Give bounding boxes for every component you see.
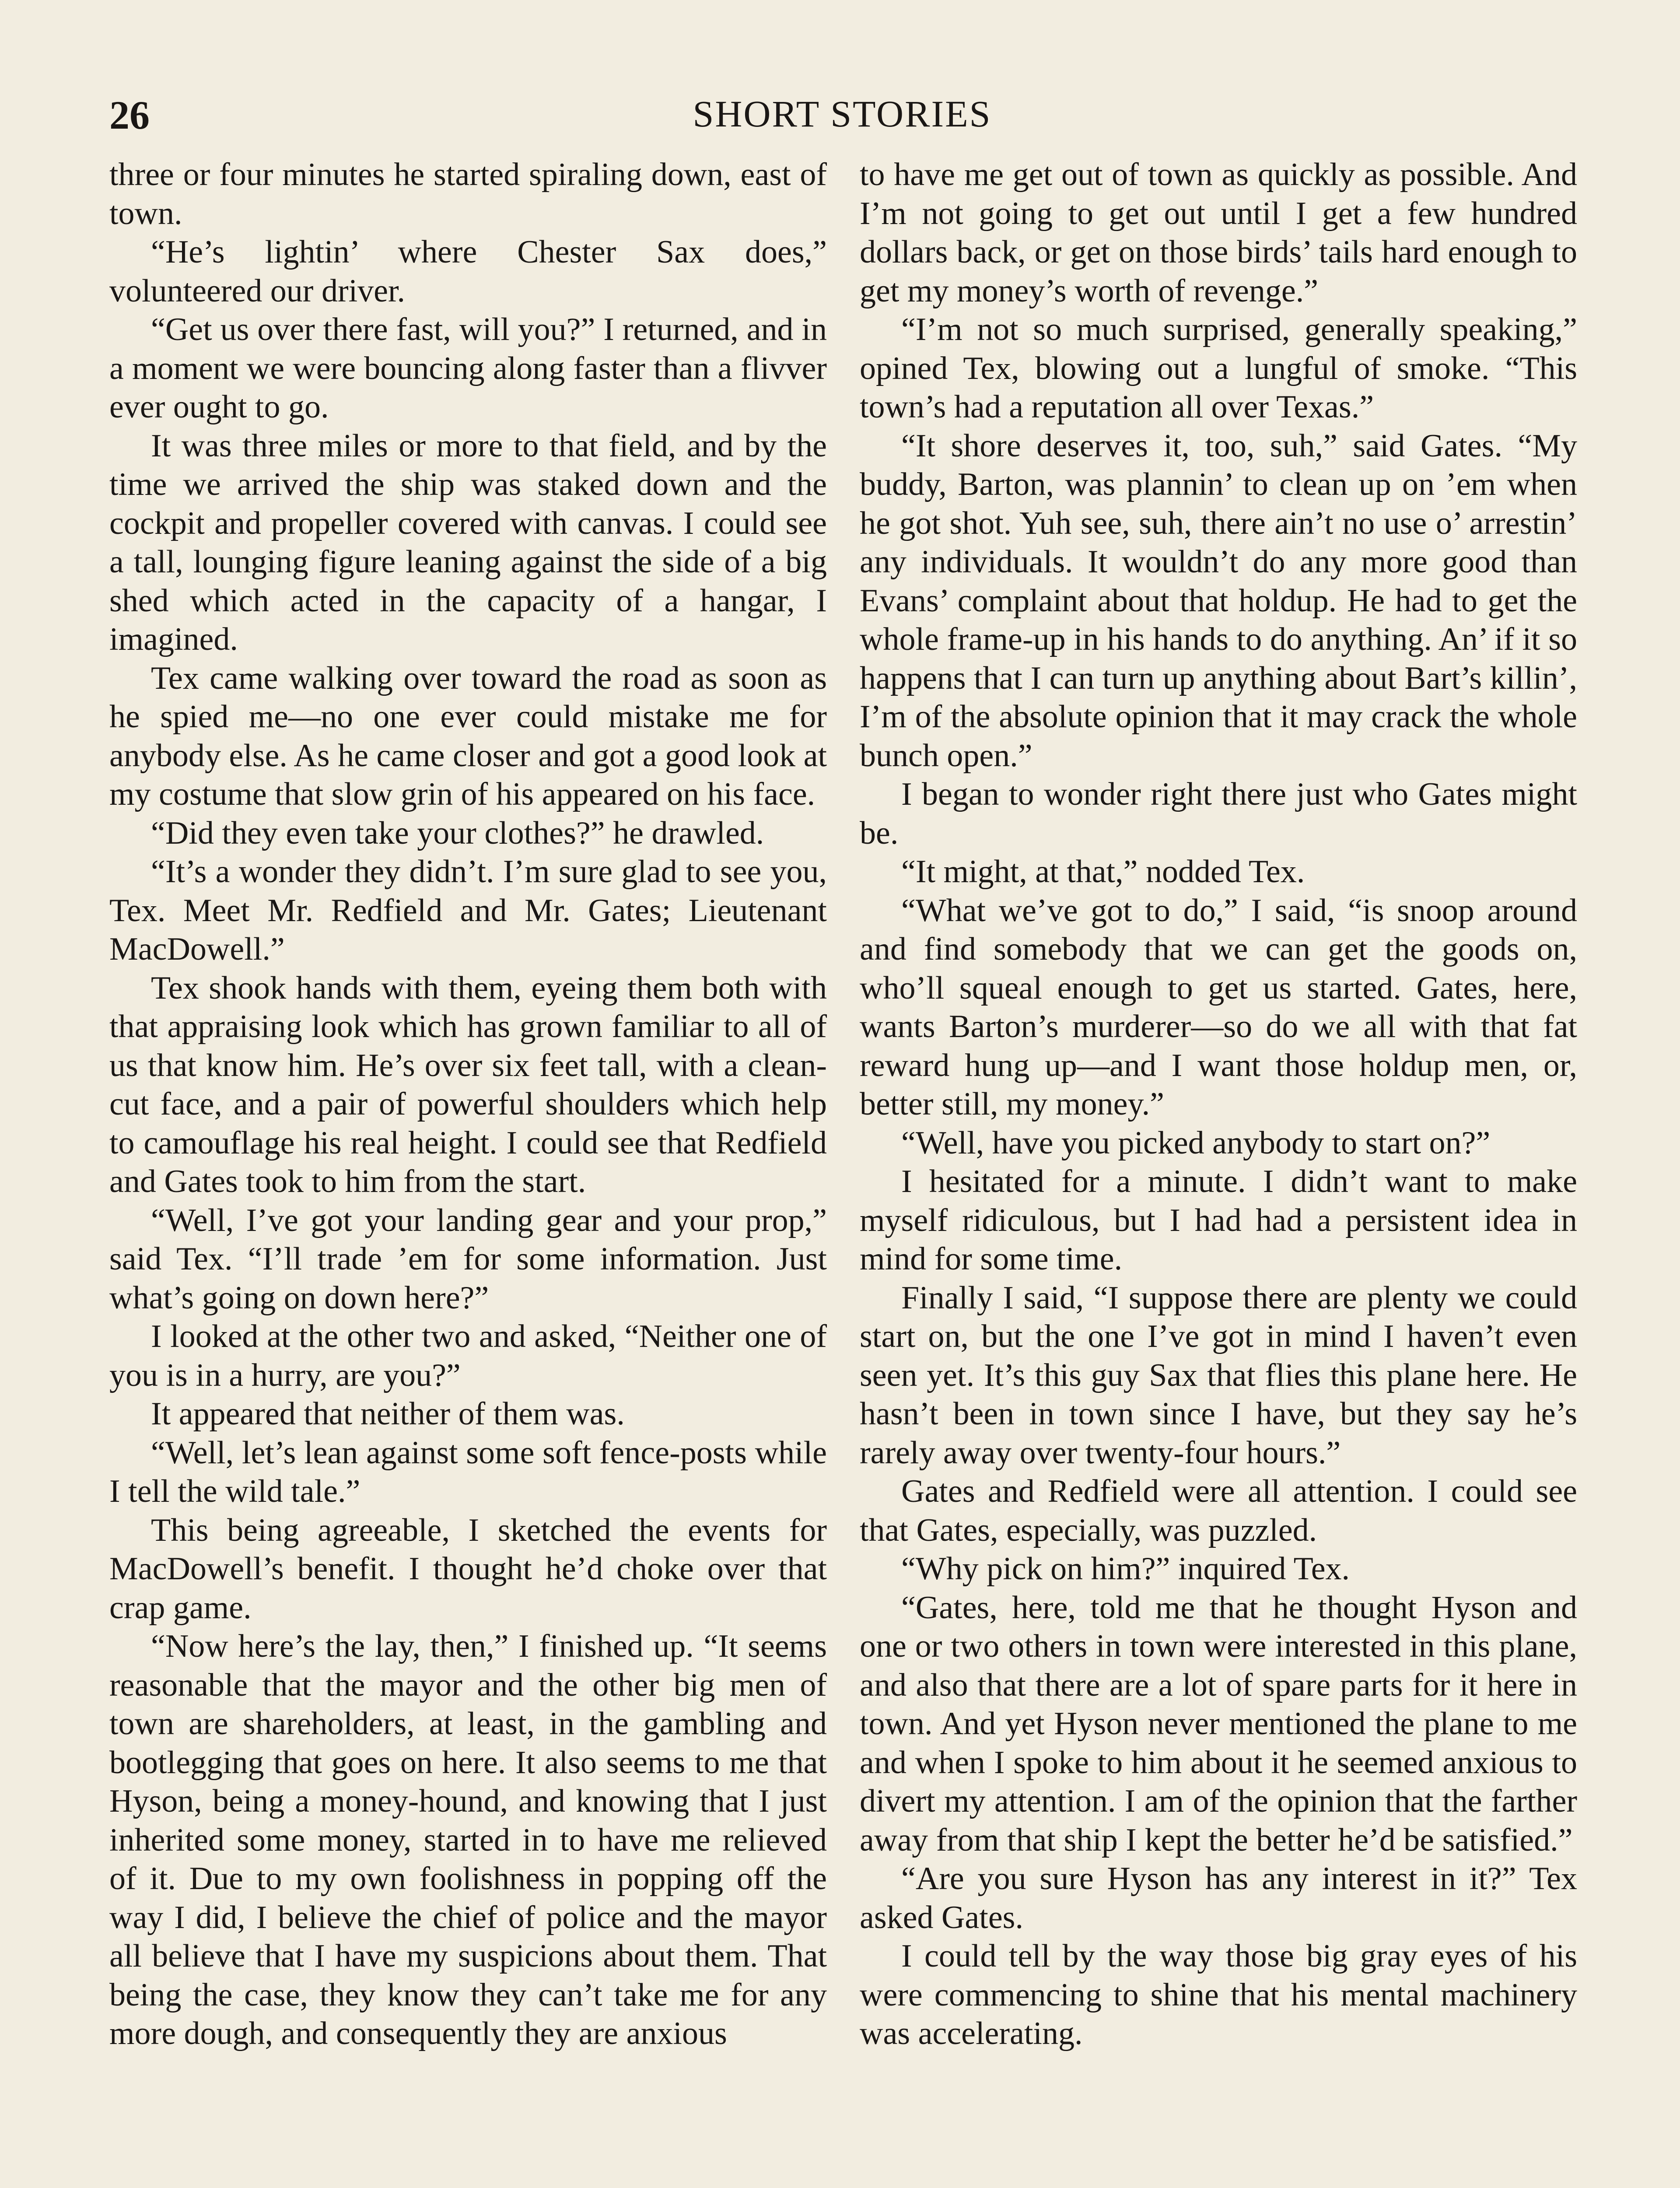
paragraph: Tex shook hands with them, eyeing them both with that appraising look which has grown familiar to all of us that know him. He’s over six feet tall, with a clean-cut face, and a pair of powerful shoulders which help to camouflage his real height. I could see that Redfield and Gates took to him from the start. — [109, 970, 827, 1199]
right-text-column — [860, 155, 1577, 2053]
paragraph: “Now here’s the lay, then,” I finished up. “It seems reasonable that the mayor and the other big men of town are shareholders, at least, in the gambling and bootlegging that goes on here. It also seems to me that Hyson, being a money-hound, and knowing that I just inherited some money, started in to have me relieved of it. Due to my own foolishness in popping off the way I did, I believe the chief of police and the mayor all believe that I have my suspicions about them. That being the case, they know they can’t take me for any more dough, and consequently they are anxious — [109, 1628, 827, 2051]
paragraph: “Did they even take your clothes?” he drawled. — [151, 815, 764, 851]
paragraph: Finally I said, “I suppose there are plenty we could start on, but the one I’ve got in mind I haven’t even seen yet. It’s this guy Sax that flies this plane here. He hasn’t been in town since I have, but they say he’s rarely away over twenty-four hours.” — [860, 1280, 1577, 1471]
left-text-column — [109, 155, 827, 2053]
paragraph: “Get us over there fast, will you?” I returned, and in a moment we were bouncing along faster than a flivver ever ought to go. — [109, 312, 827, 425]
paragraph: to have me get out of town as quickly as possible. And I’m not going to get out until I get a few hundred dollars back, or get on those birds’ tails hard enough to get my money’s worth of revenge.” — [860, 157, 1577, 309]
paragraph: “Well, I’ve got your landing gear and your prop,” said Tex. “I’ll trade ’em for some information. Just what’s going on down here?” — [109, 1202, 827, 1316]
paragraph: three or four minutes he started spiraling down, east of town. — [109, 157, 827, 231]
paragraph: I began to wonder right there just who Gates might be. — [860, 776, 1577, 851]
paragraph: “He’s lightin’ where Chester Sax does,” volunteered our driver. — [109, 234, 827, 309]
page-header — [109, 92, 1575, 144]
paragraph: Tex came walking over toward the road as soon as he spied me—no one ever could mistake me for anybody else. As he came closer and got a good look at my costume that slow grin of his appeared on his face. — [109, 660, 827, 812]
paragraph: I looked at the other two and asked, “Neither one of you is in a hurry, are you?” — [109, 1318, 827, 1393]
paragraph: I hesitated for a minute. I didn’t want to make myself ridiculous, but I had had a persistent idea in mind for some time. — [860, 1164, 1577, 1277]
paragraph: It was three miles or more to that field, and by the time we arrived the ship was staked down and the cockpit and propeller covered with canvas. I could see a tall, lounging figure leaning against the side of a big shed which acted in the capacity of a hangar, I imagined. — [109, 428, 827, 657]
paragraph: “Well, have you picked anybody to start on?” — [901, 1125, 1491, 1161]
paragraph: It appeared that neither of them was. — [151, 1396, 625, 1432]
paragraph: I could tell by the way those big gray eyes of his were commencing to shine that his mental machinery was accelerating. — [860, 1938, 1577, 2051]
paragraph: “It shore deserves it, too, suh,” said Gates. “My buddy, Barton, was plannin’ to clean up on ’em when he got shot. Yuh see, suh, there ain’t no use o’ arrestin’ any individuals. It wouldn’t do any more good than Evans’ complaint about that holdup. He had to get the whole frame-up in his hands to do anything. An’ if it so happens that I can turn up anything about Bart’s killin’, I’m of the absolute opinion that it may crack the whole bunch open.” — [860, 428, 1577, 774]
paragraph: This being agreeable, I sketched the events for MacDowell’s benefit. I thought he’d choke over that crap game. — [109, 1512, 827, 1626]
paragraph: “What we’ve got to do,” I said, “is snoop around and find somebody that we can get the goods on, who’ll squeal enough to get us started. Gates, here, wants Barton’s murderer—so do we all with that fat reward hung up—and I want those holdup men, or, better still, my money.” — [860, 892, 1577, 1122]
paragraph: “Gates, here, told me that he thought Hyson and one or two others in town were interested in this plane, and also that there are a lot of spare parts for it here in town. And yet Hyson never mentioned the plane to me and when I spoke to him about it he seemed anxious to divert my attention. I am of the opinion that the farther away from that ship I kept the better he’d be satisfied.” — [860, 1589, 1577, 1858]
paragraph: Gates and Redfield were all attention. I could see that Gates, especially, was puzzled. — [860, 1473, 1577, 1548]
paragraph: “It might, at that,” nodded Tex. — [901, 854, 1305, 890]
paragraph: “I’m not so much surprised, generally speaking,” opined Tex, blowing out a lungful of smoke. “This town’s had a reputation all over Texas.” — [860, 312, 1577, 425]
paragraph: “Why pick on him?” inquired Tex. — [901, 1551, 1350, 1587]
page-number: 26 — [109, 93, 150, 137]
paragraph: “Well, let’s lean against some soft fence-posts while I tell the wild tale.” — [109, 1434, 827, 1509]
running-title: SHORT STORIES — [693, 93, 992, 135]
paragraph: “Are you sure Hyson has any interest in it?” Tex asked Gates. — [860, 1861, 1577, 1936]
paragraph: “It’s a wonder they didn’t. I’m sure glad to see you, Tex. Meet Mr. Redfield and Mr. Gates; Lieutenant MacDowell.” — [109, 854, 827, 967]
